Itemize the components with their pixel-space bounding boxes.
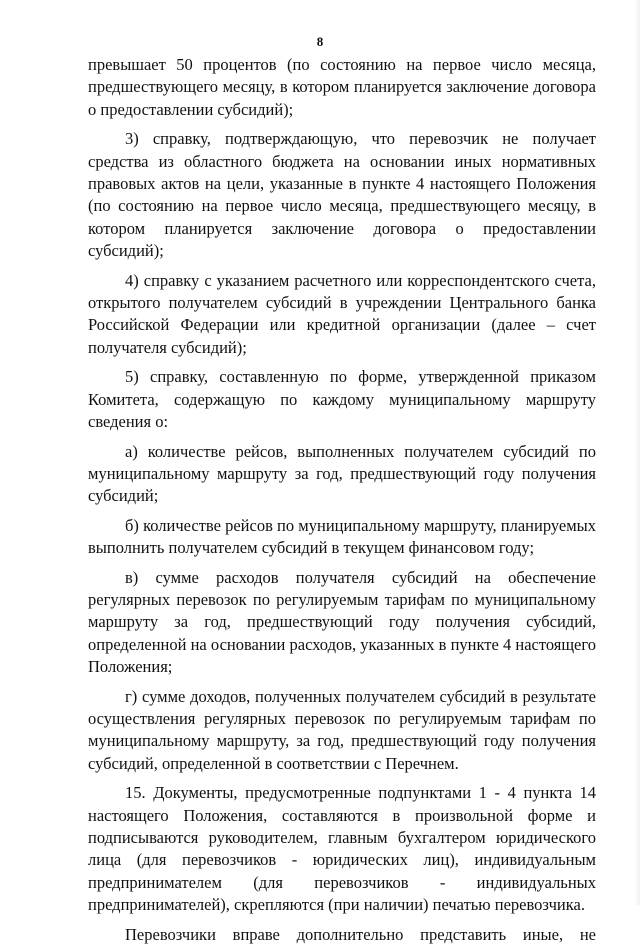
paragraph-subitem-v: в) сумме расходов получателя субсидий на обеспечение регулярных перевозок по регулируемым тарифам по муниципальному маршруту за год, предшествующий году получения субсидий, определенной на основании расходов, указанных в пункте 4 настоящего Положения; [88,567,596,677]
paragraph-subitem-b: б) количестве рейсов по муниципальному маршруту, планируемых выполнить получателем субсидий в текущем финансовом году; [88,515,596,558]
scan-edge-shadow [634,0,640,905]
paragraph-section-15: 15. Документы, предусмотренные подпунктами 1 - 4 пункта 14 настоящего Положения, составляются в произвольной форме и подписываются руководителем, главным бухгалтером юридического лица (для перевозчиков - юридических лиц), индивидуальным предпринимателем (для перевозчиков - индивидуальных предпринимателей), скрепляются (при наличии) печатью перевозчика. [88,783,596,915]
paragraph-continues-next-page: Перевозчики вправе дополнительно представить иные, не [125,924,596,944]
paragraph-item-5: 5) справку, составленную по форме, утвержденной приказом Комитета, содержащую по каждому муниципальному маршруту сведения о: [88,367,596,432]
page-number: 8 [316,34,324,49]
paragraph-continuation: превышает 50 процентов (по состоянию на первое число месяца, предшествующего месяцу, в котором планируется заключение договора о предоставлении субсидий); [88,55,596,119]
paragraph-subitem-a: а) количестве рейсов, выполненных получателем субсидий по муниципальному маршруту за год, предшествующий году получения субсидий; [88,441,596,506]
paragraph-subitem-g: г) сумме доходов, полученных получателем субсидий в результате осуществления регулярных перевозок по регулируемым тарифам по муниципальному маршруту, за год, предшествующий году получения субсидий, определенной в соответствии с Перечнем. [88,686,596,773]
document-body [88,54,596,946]
paragraph-item-4: 4) справку с указанием расчетного или корреспондентского счета, открытого получателем субсидий в учреждении Центрального банка Российской Федерации или кредитной организации (далее – счет получателя субсидий); [88,270,596,357]
paragraph-item-3: 3) справку, подтверждающую, что перевозчик не получает средства из областного бюджета на основании иных нормативных правовых актов на цели, указанные в пункте 4 настоящего Положения (по состоянию на первое число месяца, предшествующего месяцу, в котором планируется заключение договора о предоставлении субсидий); [88,129,596,261]
